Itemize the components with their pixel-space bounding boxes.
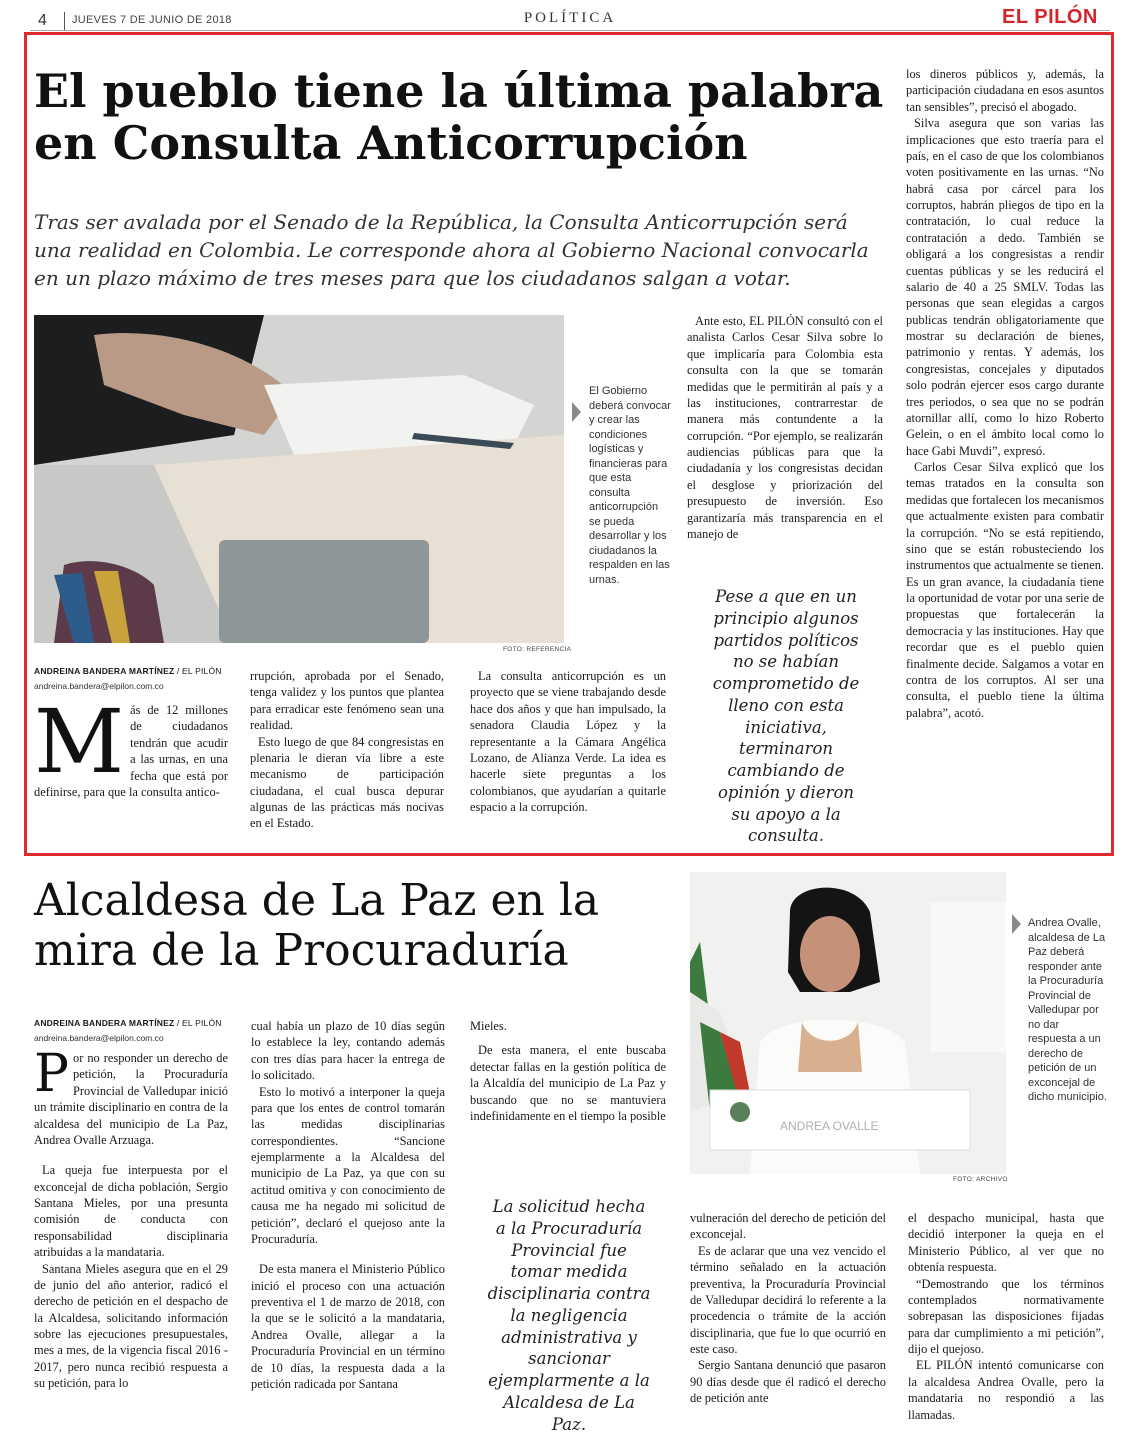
- article1-col1-text: ás de 12 millones de ciudadanos tendrán que acudir a las urnas, en una fecha que está por definirse, para que la consulta antico-: [34, 703, 228, 799]
- article1-headline: El pueblo tiene la última palabra en Consulta Anticorrupción: [34, 64, 884, 170]
- mayor-portrait-illustration: [690, 872, 1006, 1174]
- article2-col5-p3: EL PILÓN intentó comunicarse con la alcaldesa Andrea Ovalle, pero la mandataria no respondió a las llamadas.: [908, 1358, 1104, 1422]
- article1-col5-p1: los dineros públicos y, además, la participación ciudadana en esos asuntos tan sensibles”, precisó el abogado.: [906, 67, 1104, 114]
- article2-col4-p2: Es de aclarar que una vez vencido el término señalado en la actuación preventiva, la Procuraduría Provincial de Valledupar decidirá lo referente a la procedencia o trámite de la acción disciplinaria, que fue lo que ocurrió en este caso.: [690, 1243, 886, 1356]
- drop-cap: M: [34, 690, 125, 793]
- article2-headline: Alcaldesa de La Paz en la mira de la Procuraduría: [34, 875, 600, 977]
- nameplate-text: ANDREA OVALLE: [780, 1119, 879, 1133]
- article2-col2-p3: De esta manera el Ministerio Público inició el proceso con una actuación preventiva el 1 de marzo de 2018, con la que se le solicitó a la mandataria, Andrea Ovalle, allegar a la Procuraduría Provincial en un término de 10 días, la respuesta dada a la petición radicada por Santana: [251, 1262, 445, 1391]
- byline-name: ANDREINA BANDERA MARTÍNEZ: [34, 1018, 175, 1028]
- article2-col3-p1: Mieles.: [470, 1019, 507, 1033]
- newspaper-logo: EL PILÓN: [1002, 6, 1098, 28]
- header-rule: [30, 30, 1110, 31]
- article2-col3-p2: De esta manera, el ente buscaba detectar fallas en la gestión política de la Alcaldía del municipio de La Paz y buscando que no se mantuviera indefinidamente en el tiempo la posible: [470, 1043, 666, 1123]
- article1-column-5: [906, 66, 1104, 721]
- article2-col4-p3: Sergio Santana denunció que pasaron 90 días desde que él radicó el derecho de petición ante: [690, 1358, 886, 1406]
- article1-col3-text: La consulta anticorrupción es un proyecto que se viene trabajando desde hace dos años y que han impulsado, la senadora Claudia López y la representante a la Cámara Angélica Lozano, de Alianza Verde. La idea es hacerle siete preguntas a los colombianos, que ayudarían a quitarle espacio a la corrupción.: [470, 669, 666, 814]
- article2-col1-p3: Santana Mieles asegura que en el 29 de junio del año anterior, radicó el derecho de petición en el despacho de la Alcaldesa, solicitando información sobre las ejecuciones presupuestales, mes a mes, de la vigencia fiscal 2016 - 2017, pero nunca recibió respuesta a su petición, para lo: [34, 1261, 228, 1391]
- article2-column-5: [908, 1210, 1104, 1423]
- article2-byline: [34, 1018, 222, 1028]
- article1-email: andreina.bandera@elpilon.com.co: [34, 681, 164, 691]
- article1-col2-p1: rrupción, aprobada por el Senado, tenga validez y los puntos que plantea para erradicar este fenómeno sean una realidad.: [250, 669, 444, 733]
- article1-col2-p2: Esto luego de que 84 congresistas en plenaria le dieran vía libre a este mecanismo de participación ciudadana, el cual busca depurar algunas de las prácticas más nocivas en el Estado.: [250, 734, 444, 831]
- article1-column-3: [470, 668, 666, 815]
- article2-col5-p2: “Demostrando que los términos contemplados normativamente sobrepasan las disposiciones fijadas para dar cumplimiento a mi petición”, dijo el quejoso.: [908, 1276, 1104, 1356]
- article1-byline: [34, 666, 222, 676]
- article2-column-2: [251, 1018, 445, 1392]
- article2-col2-p1: cual había un plazo de 10 días según lo establece la ley, contando además con tres días para hacer la entrega de lo solicitado.: [251, 1019, 445, 1083]
- byline-publication: / EL PILÓN: [174, 1018, 222, 1028]
- article1-column-2: [250, 668, 444, 832]
- article2-column-1: [34, 1044, 228, 1392]
- article2-photo-caption: Andrea Ovalle, alcaldesa de La Paz deberá responder ante la Procuraduría Provincial de Valledupar por no dar respuesta a un derecho de petición de un exconcejal de dicho municipio.: [1028, 917, 1107, 1104]
- article1-pull-quote: Pese a que en un principio algunos partidos políticos no se habían comprometido de lleno con esta iniciativa, terminaron cambiando de opinión y dieron su apoyo a la consulta.: [712, 587, 860, 846]
- page-number: 4: [38, 12, 47, 29]
- issue-date: JUEVES 7 DE JUNIO DE 2018: [72, 14, 232, 26]
- article2-col4-p1: vulneración del derecho de petición del exconcejal.: [690, 1211, 886, 1242]
- header-divider: [64, 12, 65, 30]
- article1-col4-text: Ante esto, EL PILÓN consultó con el analista Carlos Cesar Silva sobre lo que implicaría para Colombia esta consulta con la que se tomarán medidas que le permitirán al país y a las instituciones, contrarrestar de manera más contundente a la corrupción. “Por ejemplo, se realizarán audiencias públicas para que la ciudadanía y los congresistas decidan el desglose y priorización del presupuesto de inversión. Eso garantizaría más transparencia en el manejo de: [687, 314, 883, 541]
- article2-col5-p1: el despacho municipal, hasta que decidió interponer la queja en el Ministerio Público, al ver que no obtenía respuesta.: [908, 1211, 1104, 1275]
- article1-lead: Tras ser avalada por el Senado de la República, la Consulta Anticorrupción será una realidad en Colombia. Le corresponde ahora al Gobierno Nacional convocarla en un plazo máximo de tres meses para que los ciudadanos salgan a votar.: [34, 210, 869, 290]
- section-name: POLÍTICA: [523, 10, 617, 26]
- drop-cap: P: [34, 1044, 69, 1104]
- article1-photo-credit: FOTO: REFERENCIA: [503, 646, 572, 653]
- byline-name: ANDREINA BANDERA MARTÍNEZ: [34, 666, 175, 676]
- article2-pull-quote: La solicitud hecha a la Procuraduría Provincial fue tomar medida disciplinaria contra la negligencia administrativa y sancionar ejemplarmente a la Alcaldesa de La Paz.: [487, 1197, 651, 1434]
- article1-col5-p3: Carlos Cesar Silva explicó que los temas tratados en la consulta son medidas que fortalecen los mecanismos que actualmente existen para combatir la corrupción. “No se está repitiendo, sino que se están robusteciendo los instrumentos que actualmente se tienen. Es un gran avance, la ciudadanía tiene la oportunidad de votar por una serie de propuestas que fortalecerán la democracia y las instituciones. Hay que recordar que es el pueblo quien finalmente decide. Salgamos a votar en contra de los corruptos. Al ser una consulta, el pueblo tiene la última palabra”, acotó.: [906, 460, 1104, 720]
- article2-column-3: [470, 1018, 666, 1124]
- article1-col5-p2: Silva asegura que son varias las implicaciones que esto traería para el país, en el caso de que los colombianos voten positivamente en las urnas. “No habrá casa por cárcel para los corruptos, habrán pliegos de tipo en la contratación, lo cual reduce la contratación a dedo. También se obligará a los congresistas a rendir cuentas públicas y se les reducirá el salario de 40 a 25 SMLV. Todas las personas que sean elegidas a cargos publicas tendrán obligatoriamente que mostrar su declaración de bienes, patrimonio y rentas. Y además, los congresistas, concejales y diputados solo podrán ejercer esos cargo durante tres periodos, o sea que no se podrán atornillar allí, como lo hizo Roberto Gelein, o en el ámbito local como lo hace Gabi Muvdi”, expresó.: [906, 116, 1104, 458]
- article2-col1-p2: La queja fue interpuesta por el exconcejal de dicha población, Sergio Santana Mieles, por una presunta comisión de conducta con responsabilidad disciplinaria atribuidas a la mandataria.: [34, 1163, 228, 1260]
- article1-column-4: [687, 313, 883, 542]
- article2-column-4: [690, 1210, 886, 1407]
- caption-arrow-icon: [1012, 914, 1021, 934]
- article1-column-1: [34, 690, 228, 800]
- article2-col2-p2: Esto lo motivó a interponer la queja para que los entes de control tomarán las medidas disciplinarias correspondientes. “Sancione ejemplarmente a la Alcaldesa del municipio de La Paz, ya que con su actitud omitiva y con conocimiento de causa me ha negado mi solicitud de petición”, declaró el quejoso ante la Procuraduría.: [251, 1084, 445, 1246]
- article1-photo: [34, 315, 564, 643]
- article2-photo: [690, 872, 1006, 1174]
- ballot-box-illustration: [34, 315, 564, 643]
- caption-arrow-icon: [572, 402, 581, 422]
- byline-publication: / EL PILÓN: [174, 666, 222, 676]
- article2-col1-p1: or no responder un derecho de petición, la Procuraduría Provincial de Valledupar inició un trámite disciplinario en contra de la alcaldesa del municipio de La Paz, Andrea Ovalle Arzuaga.: [34, 1051, 228, 1147]
- article2-email: andreina.bandera@elpilon.com.co: [34, 1033, 164, 1043]
- article2-photo-credit: FOTO: ARCHIVO: [953, 1176, 1008, 1183]
- article1-photo-caption: El Gobierno deberá convocar y crear las condiciones logísticas y financieras para que esta consulta anticorrupción se pueda desarrollar y los ciudadanos la respalden en las urnas.: [589, 385, 671, 586]
